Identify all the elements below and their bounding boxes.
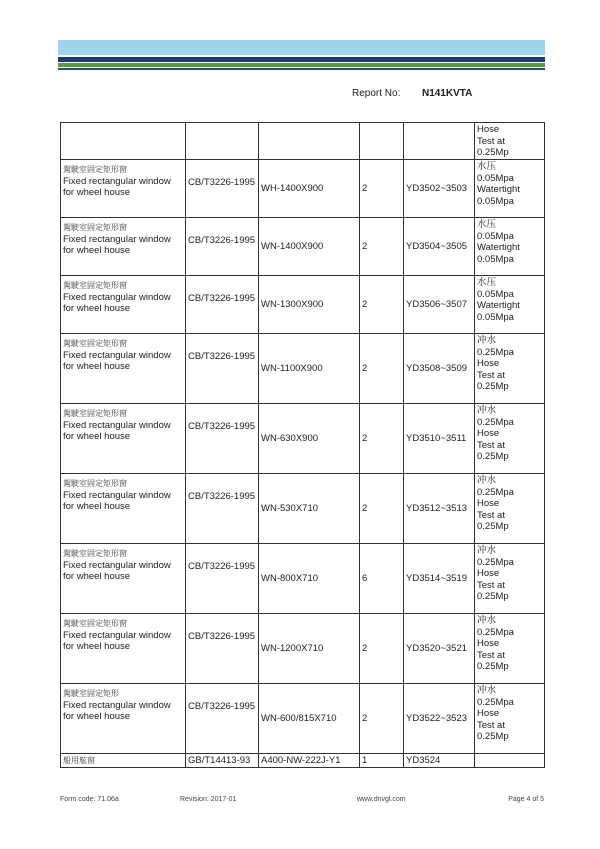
product-name-cell — [61, 276, 186, 334]
remark-line: 0.05Mpa — [477, 172, 514, 184]
remark-line: Hose — [477, 708, 500, 719]
serial-range: YD3506~3507 — [406, 299, 468, 311]
quantity-value: 1 — [362, 755, 368, 766]
standard-value: CB/T3226-1995 — [188, 631, 256, 642]
remark-line: 0.25Mpa — [477, 696, 514, 708]
model-value: WH-1400X900 — [261, 183, 324, 195]
product-name-cn: 駕駛室固定矩形窗 — [63, 549, 127, 558]
standard-value: CB/T3226-1995 — [188, 351, 256, 362]
product-name-en: Fixed rectangular window for wheel house — [63, 559, 171, 582]
remark-cell — [475, 404, 545, 474]
quantity-value: 2 — [362, 241, 368, 253]
standard-value: GB/T14413-93 — [188, 755, 251, 766]
empty-cell — [404, 123, 475, 160]
header-band — [58, 40, 545, 55]
table-row — [61, 544, 545, 614]
footer-form-code: Form code: 71.06a — [60, 796, 119, 803]
table-row — [61, 754, 545, 768]
standard-value: CB/T3226-1995 — [188, 421, 256, 432]
empty-cell — [360, 123, 404, 160]
remark-line: Watertight — [477, 184, 520, 195]
quantity-cell — [360, 276, 404, 334]
table-body — [61, 123, 545, 768]
product-name-cn-cell — [61, 754, 186, 768]
product-name-cn: 駕駛室固定矩形 — [63, 689, 119, 698]
product-name-cn: 駕駛室固定矩形窗 — [63, 479, 127, 488]
remark-cell — [475, 160, 545, 218]
model-cell — [259, 544, 360, 614]
model-cell — [259, 334, 360, 404]
remark-line: Test at — [477, 135, 505, 147]
serial-range-cell — [404, 754, 475, 768]
serial-cell — [404, 614, 475, 684]
remark-line: 冲水 — [477, 615, 497, 626]
model-cell — [259, 218, 360, 276]
remark-line: 冲水 — [477, 335, 497, 346]
product-name-cell — [61, 474, 186, 544]
model-cell — [259, 614, 360, 684]
header-rule-navy — [58, 68, 545, 70]
remark-cell — [475, 474, 545, 544]
quantity-value: 2 — [362, 643, 368, 655]
product-name-en: Fixed rectangular window for wheel house — [63, 489, 171, 512]
quantity-cell — [360, 334, 404, 404]
standard-value-cell — [186, 754, 259, 768]
remark-line: 0.25Mpa — [477, 626, 514, 638]
serial-cell — [404, 218, 475, 276]
remark-line: Hose — [477, 358, 500, 369]
model-cell — [259, 404, 360, 474]
footer-revision: Revision: 2017-01 — [180, 796, 237, 803]
standard-cell — [186, 474, 259, 544]
product-name-en: Fixed rectangular window for wheel house — [63, 349, 171, 372]
product-name-cn: 駕駛室固定矩形窗 — [63, 281, 127, 290]
remark-line: Hose — [477, 124, 500, 135]
product-name-cn: 駕駛室固定矩形窗 — [63, 409, 127, 418]
product-name-en: Fixed rectangular window for wheel house — [63, 419, 171, 442]
model-value: WN-800X710 — [261, 573, 319, 585]
remark-line: 0.25Mp — [477, 381, 509, 392]
standard-cell — [186, 544, 259, 614]
quantity-value: 2 — [362, 299, 368, 311]
serial-cell — [404, 404, 475, 474]
serial-range: YD3524 — [406, 755, 441, 766]
product-name-en: Fixed rectangular window for wheel house — [63, 175, 171, 198]
standard-cell — [186, 404, 259, 474]
remark-line: Watertight — [477, 300, 520, 311]
model-value: WN-600/815X710 — [261, 713, 337, 725]
remark-cell — [475, 334, 545, 404]
remark-cell — [475, 544, 545, 614]
quantity-value-cell — [360, 754, 404, 768]
model-value: WN-1300X900 — [261, 299, 324, 311]
standard-value: CB/T3226-1995 — [188, 561, 256, 572]
model-value-cell — [259, 754, 360, 768]
standard-cell — [186, 614, 259, 684]
model-cell — [259, 684, 360, 754]
report-value: N141KVTA — [422, 88, 473, 99]
table-row — [61, 334, 545, 404]
product-name-cell — [61, 334, 186, 404]
standard-cell — [186, 276, 259, 334]
serial-cell — [404, 474, 475, 544]
remark-cell — [475, 123, 545, 160]
product-name-en: Fixed rectangular window for wheel house — [63, 629, 171, 652]
table-row — [61, 404, 545, 474]
serial-range: YD3508~3509 — [406, 363, 468, 375]
remark-line: 0.25Mpa — [477, 416, 514, 428]
remark-line: Hose — [477, 638, 500, 649]
remark-line: Test at — [477, 579, 505, 591]
product-name-cn: 駕駛室固定矩形窗 — [63, 223, 127, 232]
remark-cell — [475, 276, 545, 334]
remark-line: 0.05Mpa — [477, 195, 514, 207]
serial-range: YD3512~3513 — [406, 503, 468, 515]
remark-line: 冲水 — [477, 545, 497, 556]
remark-line: 0.05Mpa — [477, 288, 514, 300]
model-value: WN-1200X710 — [261, 643, 324, 655]
remark-line: 0.25Mpa — [477, 346, 514, 358]
serial-range: YD3514~3519 — [406, 573, 468, 585]
standard-value: CB/T3226-1995 — [188, 177, 256, 188]
model-value: WN-1100X900 — [261, 363, 323, 375]
quantity-value: 6 — [362, 573, 368, 585]
serial-cell — [404, 276, 475, 334]
model-cell — [259, 160, 360, 218]
remark-line: Test at — [477, 649, 505, 661]
standard-cell — [186, 334, 259, 404]
empty-cell — [259, 123, 360, 160]
empty-cell — [61, 123, 186, 160]
table-row — [61, 474, 545, 544]
remark-line: 水压 — [477, 219, 497, 230]
standard-value: CB/T3226-1995 — [188, 701, 256, 712]
quantity-cell — [360, 218, 404, 276]
serial-range: YD3510~3511 — [406, 433, 467, 445]
table-row — [61, 218, 545, 276]
remark-line: 0.25Mp — [477, 521, 509, 532]
remark-line: 0.25Mp — [477, 591, 509, 602]
remark-line: 冲水 — [477, 685, 497, 696]
product-name-cn: 駕駛室固定矩形窗 — [63, 165, 127, 174]
table-row — [61, 614, 545, 684]
standard-cell — [186, 160, 259, 218]
footer-page: Page 4 of 5 — [508, 796, 544, 803]
product-name-cn: 船用舷窗 — [63, 756, 95, 765]
serial-range: YD3502~3503 — [406, 183, 468, 195]
serial-cell — [404, 160, 475, 218]
remark-line: 0.25Mp — [477, 661, 509, 672]
quantity-value: 2 — [362, 503, 368, 515]
remark-cell — [475, 684, 545, 754]
remark-cell — [475, 614, 545, 684]
table-row — [61, 123, 545, 160]
header-rule-green — [58, 63, 545, 67]
serial-cell — [404, 684, 475, 754]
product-name-cell — [61, 218, 186, 276]
remark-line: Watertight — [477, 242, 520, 253]
serial-cell — [404, 334, 475, 404]
table-row — [61, 684, 545, 754]
remark-line: 0.25Mp — [477, 147, 509, 158]
remark-line: Test at — [477, 509, 505, 521]
model-value: WN-630X900 — [261, 433, 319, 445]
product-name-cell — [61, 160, 186, 218]
remark-line: Hose — [477, 428, 500, 439]
model-cell — [259, 474, 360, 544]
remark-line: Test at — [477, 369, 505, 381]
report-number — [352, 88, 472, 99]
model-cell — [259, 276, 360, 334]
remark-line: 0.05Mpa — [477, 230, 514, 242]
model-value: WN-1400X900 — [261, 241, 324, 253]
remark-line: 0.25Mp — [477, 731, 509, 742]
quantity-value: 2 — [362, 713, 368, 725]
quantity-cell — [360, 614, 404, 684]
standard-cell — [186, 218, 259, 276]
product-name-cn: 駕駛室固定矩形窗 — [63, 339, 127, 348]
remark-line: Test at — [477, 719, 505, 731]
report-label: Report No: — [352, 88, 401, 99]
standard-value: CB/T3226-1995 — [188, 491, 256, 502]
remark-cell — [475, 218, 545, 276]
product-name-cn: 駕駛室固定矩形窗 — [63, 619, 127, 628]
product-name-en: Fixed rectangular window for wheel house — [63, 291, 171, 314]
empty-cell — [186, 123, 259, 160]
remark-line: 冲水 — [477, 405, 497, 416]
remark-line: 冲水 — [477, 475, 497, 486]
product-name-en: Fixed rectangular window for wheel house — [63, 699, 171, 722]
remark-line: 0.25Mp — [477, 451, 509, 462]
quantity-value: 2 — [362, 183, 368, 195]
product-name-en: Fixed rectangular window for wheel house — [63, 233, 171, 256]
remark-line: Test at — [477, 439, 505, 451]
remark-line: 0.25Mpa — [477, 556, 514, 568]
standard-value: CB/T3226-1995 — [188, 235, 256, 246]
model-value: A400-NW-222J-Y1 — [261, 755, 341, 766]
quantity-cell — [360, 474, 404, 544]
product-name-cell — [61, 544, 186, 614]
header-rule-blue — [58, 57, 545, 62]
remark-line: Hose — [477, 498, 500, 509]
serial-range: YD3522~3523 — [406, 713, 468, 725]
remark-line: 水压 — [477, 277, 497, 288]
quantity-cell — [360, 160, 404, 218]
standard-value: CB/T3226-1995 — [188, 293, 256, 304]
serial-range: YD3504~3505 — [406, 241, 468, 253]
serial-range: YD3520~3521 — [406, 643, 468, 655]
certificate-table — [60, 122, 545, 768]
empty-cell — [475, 754, 545, 768]
product-name-cell — [61, 684, 186, 754]
footer-website: www.dnvgl.com — [357, 796, 406, 803]
model-value: WN-530X710 — [261, 503, 319, 515]
table-row — [61, 160, 545, 218]
product-name-cell — [61, 614, 186, 684]
quantity-cell — [360, 404, 404, 474]
quantity-cell — [360, 544, 404, 614]
remark-line: Hose — [477, 568, 500, 579]
quantity-cell — [360, 684, 404, 754]
quantity-value: 2 — [362, 363, 368, 375]
remark-line: 0.25Mpa — [477, 486, 514, 498]
serial-cell — [404, 544, 475, 614]
quantity-value: 2 — [362, 433, 368, 445]
table-row — [61, 276, 545, 334]
product-name-cell — [61, 404, 186, 474]
remark-line: 水压 — [477, 161, 497, 172]
standard-cell — [186, 684, 259, 754]
remark-line: 0.05Mpa — [477, 253, 514, 265]
remark-line: 0.05Mpa — [477, 311, 514, 323]
